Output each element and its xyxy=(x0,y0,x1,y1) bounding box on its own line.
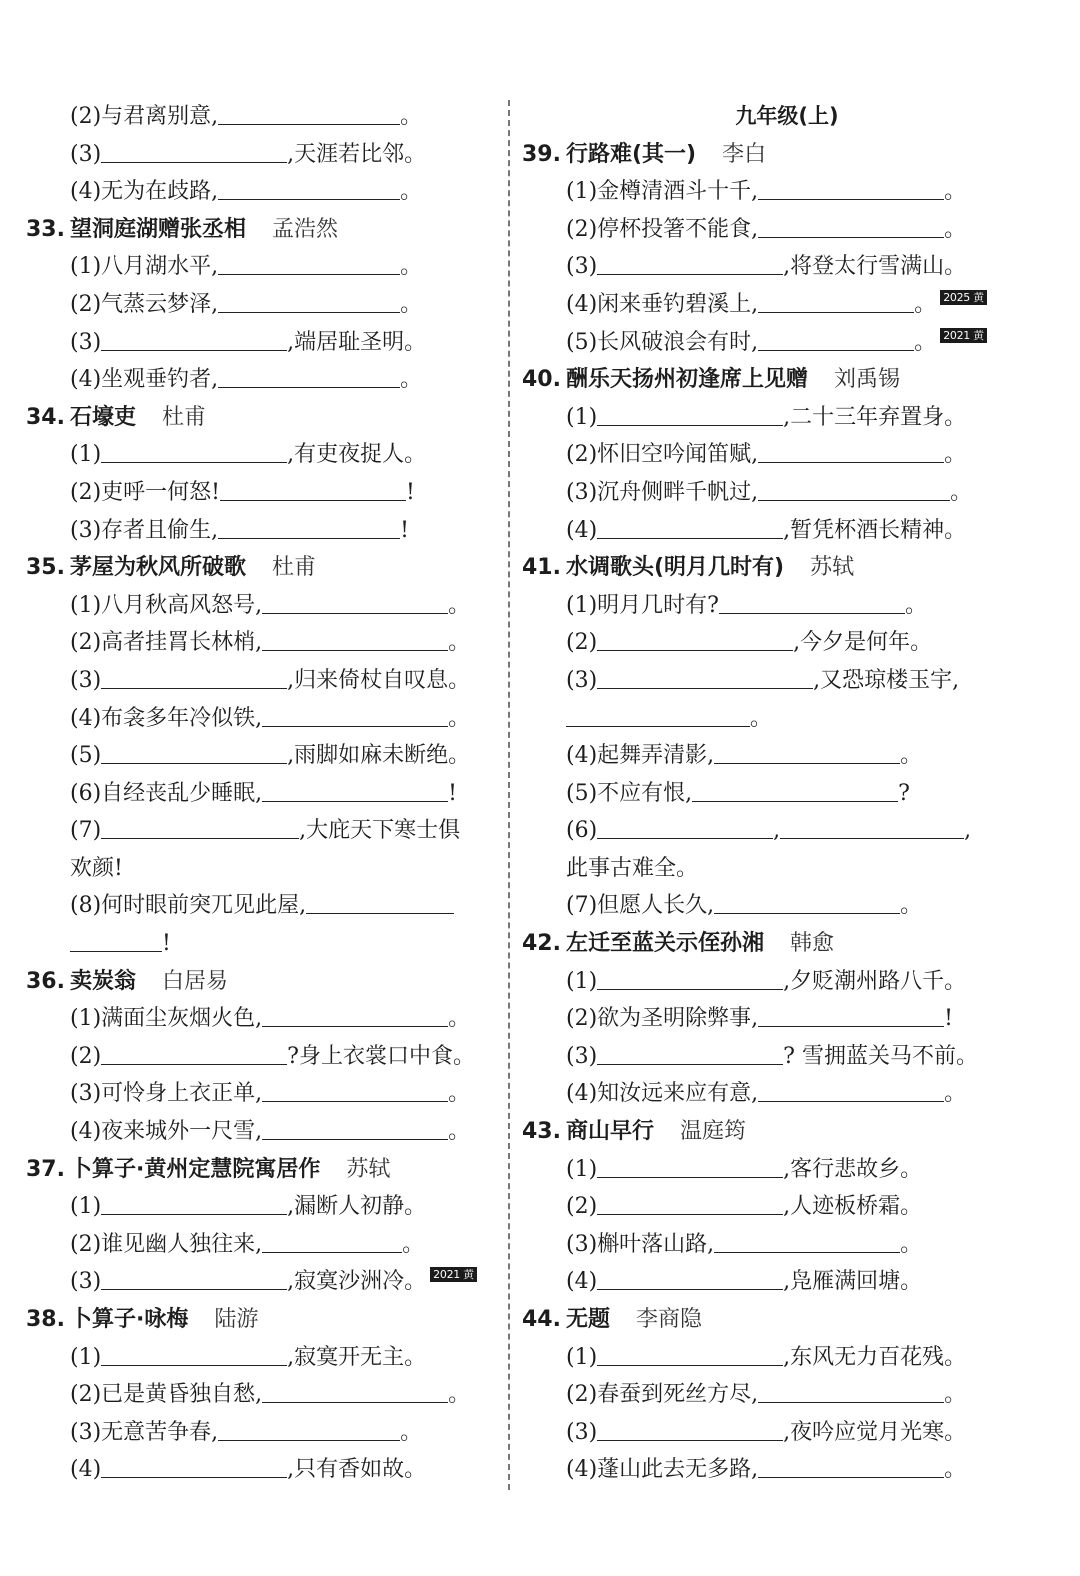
question-text: (2)怀旧空吟闻笛赋, xyxy=(566,442,759,468)
question-text: (5)长风破浪会有时, xyxy=(566,329,759,355)
answer-blank[interactable] xyxy=(101,1265,287,1290)
answer-blank[interactable] xyxy=(262,626,448,651)
answer-blank[interactable] xyxy=(758,476,950,501)
answer-blank[interactable] xyxy=(218,288,400,313)
question-text: ,客行悲故乡。 xyxy=(783,1156,923,1182)
poem-title: 茅屋为秋风所破歌 xyxy=(70,555,247,581)
question-text: (7) xyxy=(70,818,102,844)
poem-author: 温庭筠 xyxy=(680,1119,747,1145)
answer-blank[interactable] xyxy=(262,1002,448,1027)
question-end-punct: 。 xyxy=(950,479,973,505)
question-text: (7)但愿人长久, xyxy=(566,893,715,919)
question-line xyxy=(26,1263,498,1301)
poem-title: 商山早行 xyxy=(566,1119,655,1145)
question-text: ? 雪拥蓝关马不前。 xyxy=(783,1043,978,1069)
question-line xyxy=(522,1414,1052,1452)
question-line xyxy=(26,1414,498,1452)
question-text: (3) xyxy=(566,1419,598,1445)
question-text: 此事古难全。 xyxy=(566,855,699,881)
question-line xyxy=(522,1263,1052,1301)
question-line xyxy=(522,248,1052,286)
poem-title-row xyxy=(522,361,1052,399)
question-continuation xyxy=(522,850,1052,888)
answer-blank[interactable] xyxy=(692,777,898,802)
question-text: (1)金樽清酒斗十千, xyxy=(566,179,759,205)
question-line xyxy=(522,1226,1052,1264)
question-line xyxy=(26,98,498,136)
exam-year-badge: 2021 黄 xyxy=(430,1267,477,1282)
question-text: ,寂寞沙洲冷。 xyxy=(287,1269,427,1295)
question-end-punct: 。 xyxy=(944,1081,967,1107)
question-end-punct: 。 xyxy=(448,1006,471,1032)
question-text: (3) xyxy=(70,329,102,355)
question-text: ,端居耻圣明。 xyxy=(287,329,427,355)
question-text: (2)与君离别意, xyxy=(70,104,219,129)
poem-number: 38. xyxy=(26,1307,65,1332)
poem-number: 34. xyxy=(26,404,65,430)
question-end-punct: 。 xyxy=(900,743,923,769)
question-end-punct: 。 xyxy=(448,1081,471,1107)
question-text: (3)槲叶落山路, xyxy=(566,1231,715,1257)
answer-blank[interactable] xyxy=(262,1228,402,1253)
answer-blank[interactable] xyxy=(758,288,914,313)
question-text: ,今夕是何年。 xyxy=(793,630,933,656)
question-text: (1)明月几时有? xyxy=(566,592,719,618)
answer-blank[interactable] xyxy=(780,814,964,839)
question-text: ?身上衣裳口中食。 xyxy=(287,1043,475,1069)
answer-blank[interactable] xyxy=(714,889,900,914)
answer-blank[interactable] xyxy=(758,1002,944,1027)
poem-title: 左迁至蓝关示侄孙湘 xyxy=(566,931,765,957)
answer-blank[interactable] xyxy=(262,777,448,802)
poem-author: 杜甫 xyxy=(272,555,317,581)
question-text: (3) xyxy=(566,1043,598,1069)
question-text: , xyxy=(773,818,781,844)
question-text: (2)谁见幽人独往来, xyxy=(70,1231,263,1257)
question-text: (1)满面尘灰烟火色, xyxy=(70,1006,263,1032)
poem-author: 白居易 xyxy=(162,968,229,994)
poem-number: 41. xyxy=(522,555,561,581)
question-text: (4)知汝远来应有意, xyxy=(566,1081,759,1107)
question-text: (1) xyxy=(70,1344,102,1370)
question-line xyxy=(522,286,1052,324)
question-line xyxy=(522,173,1052,211)
poem-title-row xyxy=(522,925,1052,963)
poem-number: 35. xyxy=(26,555,65,581)
question-text: (2)高者挂罥长林梢, xyxy=(70,630,263,656)
question-line xyxy=(522,1376,1052,1414)
question-end-punct: 。 xyxy=(448,705,471,731)
answer-blank[interactable] xyxy=(101,138,287,163)
question-end-punct: ! xyxy=(448,780,458,806)
question-text: (1)八月湖水平, xyxy=(70,254,219,280)
answer-blank[interactable] xyxy=(218,250,400,275)
question-text: (3)可怜身上衣正单, xyxy=(70,1081,263,1107)
question-text: ,人迹板桥霜。 xyxy=(783,1194,923,1220)
question-line xyxy=(26,1188,498,1226)
answer-blank[interactable] xyxy=(597,250,783,275)
answer-blank[interactable] xyxy=(758,326,914,351)
poem-title-row xyxy=(522,1301,1052,1339)
question-line xyxy=(26,812,498,850)
question-end-punct: 。 xyxy=(402,1231,425,1257)
question-line xyxy=(522,1339,1052,1377)
answer-blank[interactable] xyxy=(714,1228,900,1253)
question-text: , xyxy=(964,818,972,844)
poem-author: 刘禹锡 xyxy=(834,367,901,393)
question-line xyxy=(26,1376,498,1414)
question-text: (5) xyxy=(70,743,102,769)
answer-blank[interactable] xyxy=(218,100,400,125)
question-text: (3) xyxy=(70,1269,102,1295)
left-column xyxy=(26,98,498,1489)
answer-blank[interactable] xyxy=(758,1378,944,1403)
question-text: (4) xyxy=(70,1457,102,1483)
question-line xyxy=(522,474,1052,512)
question-end-punct: 。 xyxy=(904,592,927,618)
answer-blank[interactable] xyxy=(262,1115,448,1140)
poem-author: 苏轼 xyxy=(346,1156,391,1182)
question-continuation xyxy=(26,850,498,888)
question-line xyxy=(522,211,1052,249)
question-text: (2) xyxy=(566,630,598,656)
poem-title-row xyxy=(26,211,498,249)
question-text: ,天涯若比邻。 xyxy=(287,141,427,167)
question-text: (2)吏呼一何怒! xyxy=(70,479,221,505)
poem-title: 无题 xyxy=(566,1307,611,1332)
poem-author: 陆游 xyxy=(214,1307,259,1332)
poem-title-row xyxy=(26,549,498,587)
exam-year-badge: 2025 黄 xyxy=(940,290,987,305)
poem-number: 37. xyxy=(26,1156,65,1182)
exam-year-badge: 2021 黄 xyxy=(940,328,987,343)
question-end-punct: 。 xyxy=(900,1231,923,1257)
answer-blank[interactable] xyxy=(597,1040,783,1065)
poem-author: 孟浩然 xyxy=(272,216,339,242)
question-text: (2) xyxy=(70,1043,102,1069)
question-text: (2)欲为圣明除弊事, xyxy=(566,1006,759,1032)
answer-blank[interactable] xyxy=(597,1153,783,1178)
question-end-punct: ? xyxy=(898,780,910,806)
question-text: ,夕贬潮州路八千。 xyxy=(783,968,967,994)
question-text: (6) xyxy=(566,818,598,844)
question-text: ,只有香如故。 xyxy=(287,1457,427,1483)
question-text: (2)停杯投箸不能食, xyxy=(566,216,759,242)
poem-author: 李商隐 xyxy=(636,1307,703,1332)
question-text: (1)八月秋高风怒号, xyxy=(70,592,263,618)
question-end-punct: ! xyxy=(400,517,410,543)
answer-blank[interactable] xyxy=(714,739,900,764)
answer-blank[interactable] xyxy=(597,965,783,990)
question-text: ,又恐琼楼玉宇, xyxy=(813,667,960,693)
poem-title-row xyxy=(26,1301,498,1339)
question-line xyxy=(26,1075,498,1113)
question-line xyxy=(522,1038,1052,1076)
question-text: 欢颜! xyxy=(70,855,123,881)
answer-blank[interactable] xyxy=(758,175,944,200)
question-text: ,寂寞开无主。 xyxy=(287,1344,427,1370)
question-end-punct: 。 xyxy=(400,291,423,317)
question-line xyxy=(522,775,1052,813)
question-line xyxy=(522,587,1052,625)
question-text: (1) xyxy=(566,404,598,430)
poem-number: 40. xyxy=(522,367,561,393)
answer-blank[interactable] xyxy=(220,476,406,501)
poem-title: 卜算子·黄州定慧院寓居作 xyxy=(70,1156,321,1182)
question-end-punct: 。 xyxy=(944,179,967,205)
question-line xyxy=(522,512,1052,550)
question-end-punct: 。 xyxy=(448,592,471,618)
answer-blank[interactable] xyxy=(597,664,813,689)
question-line xyxy=(522,1000,1052,1038)
question-end-punct: 。 xyxy=(400,367,423,393)
question-line xyxy=(522,887,1052,925)
question-line xyxy=(26,1226,498,1264)
answer-blank[interactable] xyxy=(218,1416,400,1441)
answer-blank[interactable] xyxy=(597,401,783,426)
question-text: ,漏断人初静。 xyxy=(287,1194,427,1220)
question-text: (3)沉舟侧畔千帆过, xyxy=(566,479,759,505)
question-line xyxy=(26,512,498,550)
right-column xyxy=(522,98,1052,1489)
question-line xyxy=(522,399,1052,437)
answer-blank[interactable] xyxy=(101,438,287,463)
question-end-punct: 。 xyxy=(944,1457,967,1483)
question-line xyxy=(26,700,498,738)
poem-number: 44. xyxy=(522,1307,561,1332)
poem-number: 39. xyxy=(522,141,561,167)
answer-blank[interactable] xyxy=(597,626,793,651)
question-line xyxy=(26,624,498,662)
question-end-punct: 。 xyxy=(400,104,423,129)
poem-number: 42. xyxy=(522,931,561,957)
question-text: (4) xyxy=(566,517,598,543)
answer-blank[interactable] xyxy=(597,1416,783,1441)
answer-blank[interactable] xyxy=(101,1341,287,1366)
poem-title: 卖炭翁 xyxy=(70,968,137,994)
question-line xyxy=(522,436,1052,474)
question-end-punct: ! xyxy=(944,1006,954,1032)
question-text: ,将登太行雪满山。 xyxy=(783,254,967,280)
question-text: (3) xyxy=(70,141,102,167)
question-text: (4)蓬山此去无多路, xyxy=(566,1457,759,1483)
answer-blank[interactable] xyxy=(218,514,400,539)
question-line xyxy=(26,587,498,625)
question-line xyxy=(26,887,498,925)
question-text: (4)坐观垂钓者, xyxy=(70,367,219,393)
question-text: (2)已是黄昏独自愁, xyxy=(70,1382,263,1408)
question-line xyxy=(26,324,498,362)
answer-blank[interactable] xyxy=(101,1040,287,1065)
poem-author: 苏轼 xyxy=(810,555,855,581)
answer-blank[interactable] xyxy=(719,589,905,614)
question-line xyxy=(26,136,498,174)
question-text: (2) xyxy=(566,1194,598,1220)
question-text: (1) xyxy=(70,442,102,468)
poem-title-row xyxy=(26,1151,498,1189)
question-text: (3) xyxy=(566,254,598,280)
question-text: ,东风无力百花残。 xyxy=(783,1344,967,1370)
answer-blank[interactable] xyxy=(597,814,773,839)
answer-blank[interactable] xyxy=(101,1190,287,1215)
question-text: (4)闲来垂钓碧溪上, xyxy=(566,291,759,317)
question-text: (6)自经丧乱少睡眠, xyxy=(70,780,263,806)
question-end-punct: 。 xyxy=(944,1382,967,1408)
answer-blank[interactable] xyxy=(758,438,944,463)
question-text: ,暂凭杯酒长精神。 xyxy=(783,517,967,543)
question-text: (1) xyxy=(566,1344,598,1370)
question-end-punct: 。 xyxy=(400,179,423,205)
answer-blank[interactable] xyxy=(758,1077,944,1102)
answer-blank[interactable] xyxy=(262,1077,448,1102)
answer-blank[interactable] xyxy=(101,1453,287,1478)
question-line xyxy=(522,624,1052,662)
answer-blank[interactable] xyxy=(262,589,448,614)
question-end-punct: 。 xyxy=(944,216,967,242)
poem-title-row xyxy=(26,399,498,437)
answer-blank[interactable] xyxy=(306,889,454,914)
question-line xyxy=(26,248,498,286)
poem-title: 水调歌头(明月几时有) xyxy=(566,555,785,581)
question-line xyxy=(522,662,1052,700)
question-end-punct: 。 xyxy=(400,254,423,280)
question-line xyxy=(26,1451,498,1489)
question-text: (4)布衾多年冷似铁, xyxy=(70,705,263,731)
question-text: ,雨脚如麻未断绝。 xyxy=(287,743,471,769)
question-text: (3)无意苦争春, xyxy=(70,1419,219,1445)
poem-title-row xyxy=(26,963,498,1001)
answer-blank[interactable] xyxy=(597,1190,783,1215)
answer-blank[interactable] xyxy=(218,363,400,388)
question-line xyxy=(26,361,498,399)
question-line xyxy=(522,812,1052,850)
poem-title-row xyxy=(522,136,1052,174)
answer-blank[interactable] xyxy=(597,1341,783,1366)
question-end-punct: 。 xyxy=(900,893,923,919)
question-line xyxy=(522,737,1052,775)
question-end-punct: ! xyxy=(162,931,171,957)
question-text: (4)无为在歧路, xyxy=(70,179,219,205)
question-line xyxy=(522,1151,1052,1189)
question-line xyxy=(26,1038,498,1076)
answer-blank[interactable] xyxy=(597,1265,783,1290)
answer-blank[interactable] xyxy=(101,664,287,689)
poem-author: 韩愈 xyxy=(790,931,835,957)
answer-blank[interactable] xyxy=(101,739,287,764)
question-end-punct: 。 xyxy=(914,329,937,355)
question-end-punct: 。 xyxy=(448,1382,471,1408)
poem-number: 36. xyxy=(26,968,65,994)
question-line xyxy=(26,286,498,324)
question-text: (1) xyxy=(566,1156,598,1182)
question-line xyxy=(522,1075,1052,1113)
poem-title: 酬乐天扬州初逢席上见赠 xyxy=(566,367,809,393)
question-line xyxy=(26,474,498,512)
question-end-punct: ! xyxy=(406,479,415,505)
question-line xyxy=(26,1339,498,1377)
question-end-punct: 。 xyxy=(944,442,967,468)
question-line xyxy=(26,173,498,211)
answer-blank[interactable] xyxy=(101,326,287,351)
question-continuation xyxy=(522,700,1052,738)
question-text: (2)春蚕到死丝方尽, xyxy=(566,1382,759,1408)
answer-blank[interactable] xyxy=(758,213,944,238)
question-line xyxy=(522,324,1052,362)
poem-title: 石壕吏 xyxy=(70,404,137,430)
poem-author: 李白 xyxy=(722,141,767,167)
question-text: (2)气蒸云梦泽, xyxy=(70,291,219,317)
question-text: ,二十三年弃置身。 xyxy=(783,404,967,430)
question-text: (5)不应有恨, xyxy=(566,780,693,806)
question-text: (1) xyxy=(566,968,598,994)
question-end-punct: 。 xyxy=(750,705,773,731)
question-line xyxy=(26,1000,498,1038)
question-text: (8)何时眼前突兀见此屋, xyxy=(70,893,307,919)
question-end-punct: 。 xyxy=(448,630,471,656)
poem-title: 卜算子·咏梅 xyxy=(70,1307,189,1332)
poem-number: 33. xyxy=(26,216,65,242)
question-line xyxy=(26,737,498,775)
question-line xyxy=(26,662,498,700)
question-line xyxy=(26,1113,498,1151)
question-text: (4)夜来城外一尺雪, xyxy=(70,1119,263,1145)
poem-author: 杜甫 xyxy=(162,404,207,430)
poem-title-row xyxy=(522,1113,1052,1151)
poem-title: 望洞庭湖赠张丞相 xyxy=(70,216,247,242)
question-line xyxy=(522,963,1052,1001)
question-text: ,夜吟应觉月光寒。 xyxy=(783,1419,967,1445)
question-text: (4)起舞弄清影, xyxy=(566,743,715,769)
question-line xyxy=(26,775,498,813)
poem-number: 43. xyxy=(522,1119,561,1145)
answer-blank[interactable] xyxy=(262,1378,448,1403)
answer-blank[interactable] xyxy=(101,814,299,839)
answer-blank[interactable] xyxy=(262,702,448,727)
question-text: (3)存者且偷生, xyxy=(70,517,219,543)
question-text: ,归来倚杖自叹息。 xyxy=(287,667,471,693)
question-line xyxy=(522,1451,1052,1489)
grade-heading: 九年级(上) xyxy=(735,104,839,128)
question-continuation xyxy=(26,925,498,963)
question-text: (3) xyxy=(70,667,102,693)
question-text: (3) xyxy=(566,667,598,693)
poem-title-row xyxy=(522,549,1052,587)
answer-blank[interactable] xyxy=(70,927,162,952)
answer-blank[interactable] xyxy=(218,175,400,200)
question-end-punct: 。 xyxy=(400,1419,423,1445)
answer-blank[interactable] xyxy=(597,514,783,539)
poem-title: 行路难(其一) xyxy=(566,141,697,167)
question-text: (4) xyxy=(566,1269,598,1295)
question-text: ,凫雁满回塘。 xyxy=(783,1269,923,1295)
question-text: ,有吏夜捉人。 xyxy=(287,442,427,468)
question-line xyxy=(522,1188,1052,1226)
answer-blank[interactable] xyxy=(566,702,750,727)
question-end-punct: 。 xyxy=(448,1119,471,1145)
answer-blank[interactable] xyxy=(758,1453,944,1478)
question-end-punct: 。 xyxy=(914,291,937,317)
column-divider xyxy=(508,100,510,1490)
question-line xyxy=(26,436,498,474)
question-text: ,大庇天下寒士俱 xyxy=(299,818,461,844)
question-text: (1) xyxy=(70,1194,102,1220)
